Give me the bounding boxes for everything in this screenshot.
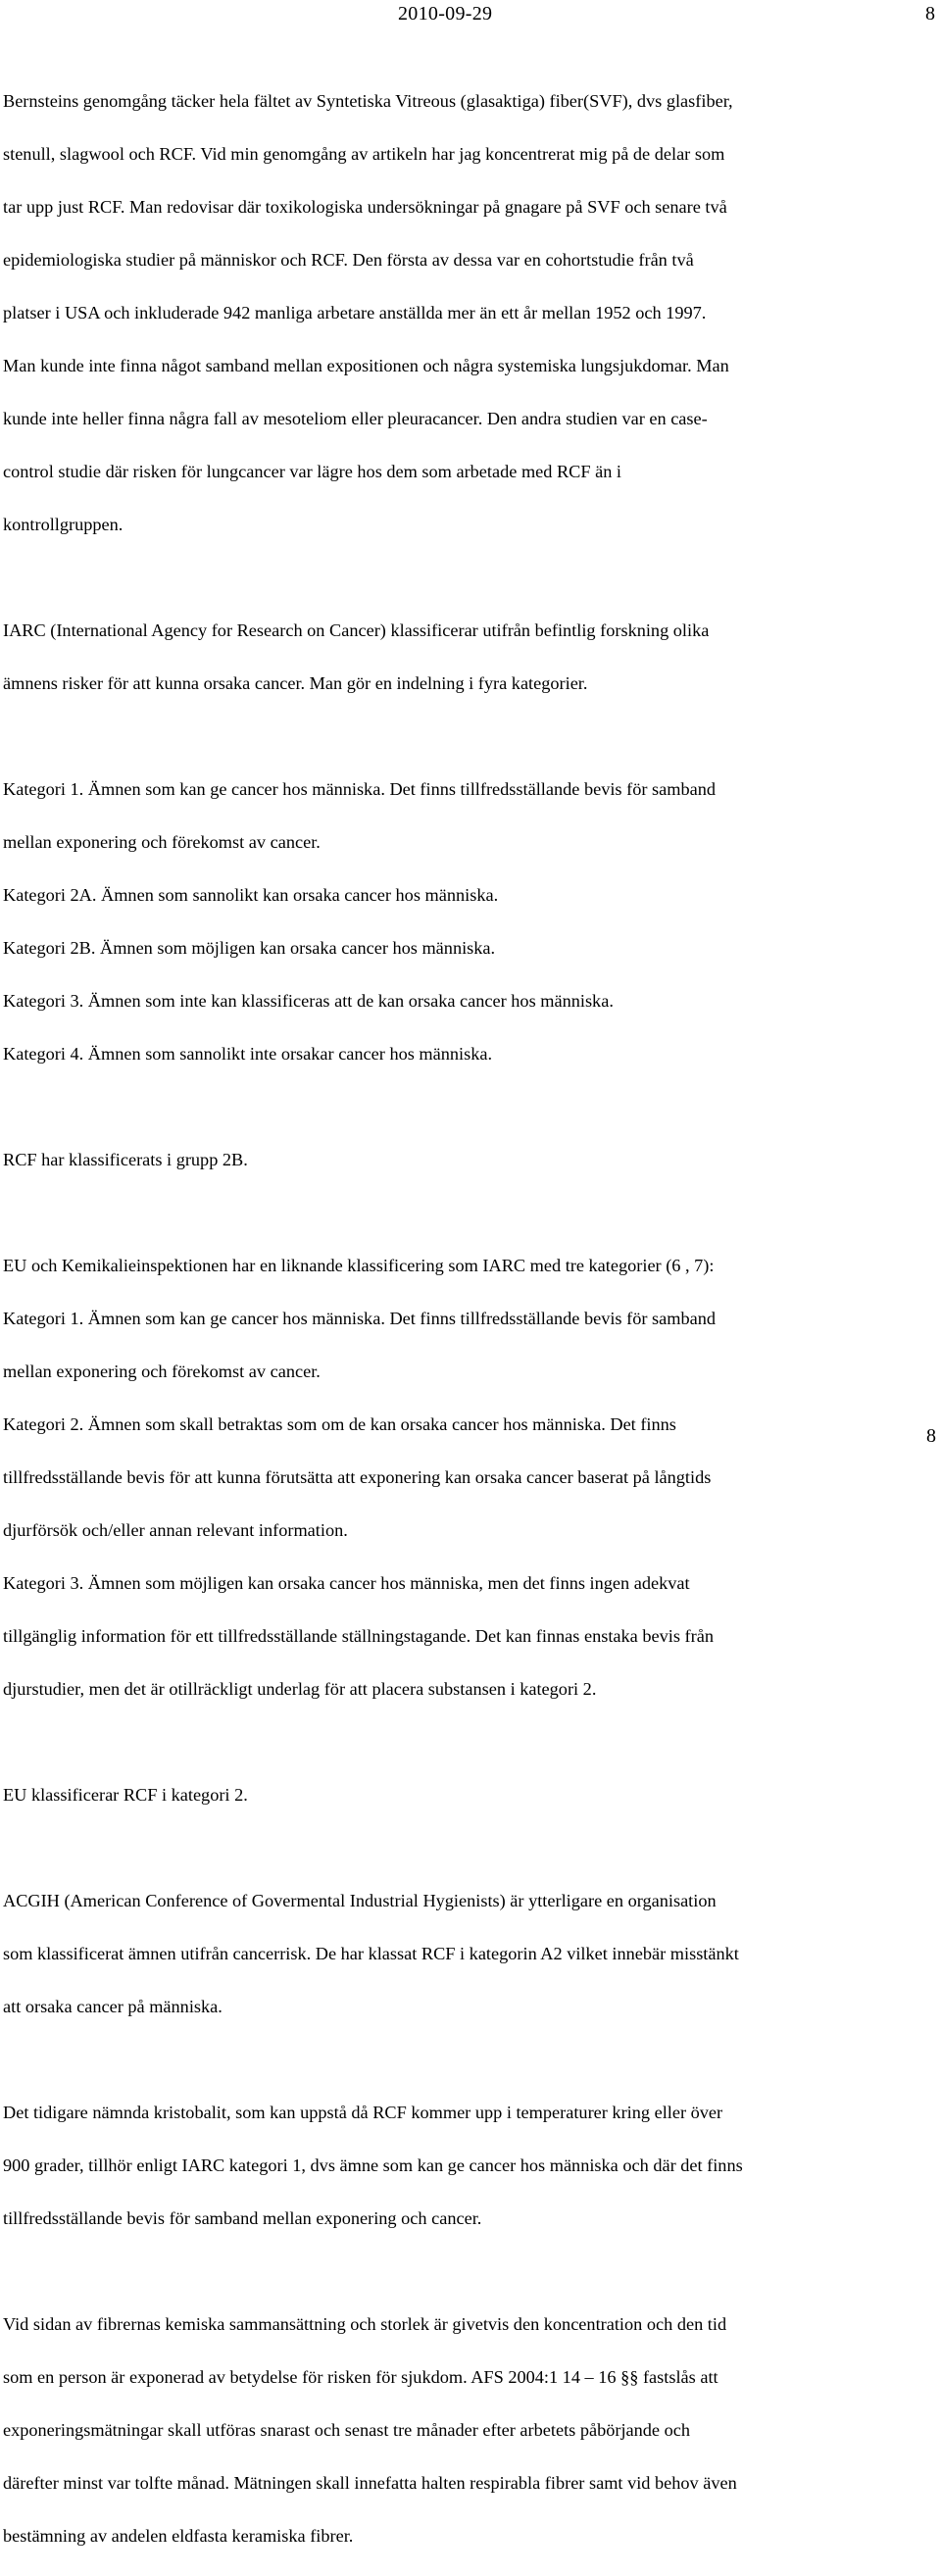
- text-line: ACGIH (American Conference of Govermental Industrial Hygienists) är ytterligare en organisation: [3, 1891, 717, 1910]
- text-line: tillgänglig information för ett tillfredsställande ställningstagande. Det kan finnas enstaka bevis från: [3, 1626, 714, 1646]
- text-line: ämnens risker för att kunna orsaka cancer. Man gör en indelning i fyra kategorier.: [3, 673, 588, 693]
- text-line: som klassificerat ämnen utifrån cancerrisk. De har klassat RCF i kategorin A2 vilket innebär misstänkt: [3, 1944, 739, 1963]
- text-line: djurförsök och/eller annan relevant information.: [3, 1520, 348, 1540]
- paragraph-bernstein-review: [3, 62, 941, 565]
- header-date: 2010-09-29: [398, 3, 493, 25]
- text-line: tillfredsställande bevis för att kunna förutsätta att exponering kan orsaka cancer baserat på långtids: [3, 1467, 712, 1487]
- text-line: epidemiologiska studier på människor och RCF. Den första av dessa var en cohortstudie från två: [3, 250, 694, 270]
- footer-page-number: 8: [926, 1425, 936, 1447]
- text-line: IARC (International Agency for Research on Cancer) klassificerar utifrån befintlig forskning olika: [3, 620, 710, 640]
- document-body: [3, 62, 941, 2576]
- text-line: kunde inte heller finna några fall av mesoteliom eller pleuracancer. Den andra studien var en case-: [3, 409, 708, 428]
- page-header: [0, 0, 941, 29]
- text-line: kontrollgruppen.: [3, 515, 124, 534]
- paragraph-iarc-intro: [3, 591, 941, 723]
- paragraph-exposure-measurement: [3, 2285, 941, 2576]
- paragraph-eu-classification: [3, 1226, 941, 1729]
- text-line: Vid sidan av fibrernas kemiska sammansättning och storlek är givetvis den koncentration och den tid: [3, 2314, 727, 2334]
- text-line: Kategori 3. Ämnen som möjligen kan orsaka cancer hos människa, men det finns ingen adekvat: [3, 1573, 690, 1593]
- text-line: Det tidigare nämnda kristobalit, som kan uppstå då RCF kommer upp i temperaturer kring eller över: [3, 2103, 723, 2122]
- text-line: 900 grader, tillhör enligt IARC kategori 1, dvs ämne som kan ge cancer hos människa och där det finns: [3, 2155, 743, 2175]
- paragraph-kristobalit: [3, 2073, 941, 2258]
- paragraph-iarc-categories: [3, 750, 941, 1094]
- text-line: platser i USA och inkluderade 942 manliga arbetare anställda mer än ett år mellan 1952 och 1997.: [3, 303, 707, 322]
- paragraph-rcf-iarc-group: [3, 1120, 941, 1200]
- text-line: Bernsteins genomgång täcker hela fältet av Syntetiska Vitreous (glasaktiga) fiber(SVF), dvs glasfiber,: [3, 91, 733, 111]
- text-line: EU klassificerar RCF i kategori 2.: [3, 1785, 248, 1805]
- text-line: Kategori 2B. Ämnen som möjligen kan orsaka cancer hos människa.: [3, 938, 496, 958]
- header-page-number: 8: [925, 3, 935, 25]
- text-line: mellan exponering och förekomst av cancer.: [3, 1362, 321, 1381]
- paragraph-rcf-eu-category: [3, 1756, 941, 1835]
- text-line: Kategori 4. Ämnen som sannolikt inte orsakar cancer hos människa.: [3, 1044, 493, 1064]
- text-line: därefter minst var tolfte månad. Mätningen skall innefatta halten respirabla fibrer samt vid behov även: [3, 2473, 737, 2493]
- text-line: tar upp just RCF. Man redovisar där toxikologiska undersökningar på gnagare på SVF och senare två: [3, 197, 727, 217]
- text-line: djurstudier, men det är otillräckligt underlag för att placera substansen i kategori 2.: [3, 1679, 597, 1699]
- text-line: Kategori 1. Ämnen som kan ge cancer hos människa. Det finns tillfredsställande bevis för samband: [3, 779, 716, 799]
- text-line: Kategori 1. Ämnen som kan ge cancer hos människa. Det finns tillfredsställande bevis för samband: [3, 1309, 716, 1328]
- text-line: att orsaka cancer på människa.: [3, 1997, 223, 2016]
- text-line: Kategori 2A. Ämnen som sannolikt kan orsaka cancer hos människa.: [3, 885, 499, 905]
- text-line: som en person är exponerad av betydelse för risken för sjukdom. AFS 2004:1 14 – 16 §§ fastslås att: [3, 2367, 718, 2387]
- text-line: RCF har klassificerats i grupp 2B.: [3, 1150, 248, 1169]
- text-line: exponeringsmätningar skall utföras snarast och senast tre månader efter arbetets påbörjande och: [3, 2420, 691, 2440]
- text-line: tillfredsställande bevis för samband mellan exponering och cancer.: [3, 2208, 482, 2228]
- text-line: Man kunde inte finna något samband mellan expositionen och några systemiska lungsjukdomar. Man: [3, 356, 729, 375]
- paragraph-acgih: [3, 1861, 941, 2047]
- text-line: Kategori 2. Ämnen som skall betraktas som om de kan orsaka cancer hos människa. Det finns: [3, 1414, 676, 1434]
- text-line: mellan exponering och förekomst av cancer.: [3, 832, 321, 852]
- text-line: bestämning av andelen eldfasta keramiska fibrer.: [3, 2526, 354, 2546]
- text-line: control studie där risken för lungcancer var lägre hos dem som arbetade med RCF än i: [3, 462, 622, 481]
- text-line: Kategori 3. Ämnen som inte kan klassificeras att de kan orsaka cancer hos människa.: [3, 991, 614, 1011]
- text-line: EU och Kemikalieinspektionen har en liknande klassificering som IARC med tre kategorier (6 , 7):: [3, 1256, 715, 1275]
- text-line: stenull, slagwool och RCF. Vid min genomgång av artikeln har jag koncentrerat mig på de delar som: [3, 144, 725, 164]
